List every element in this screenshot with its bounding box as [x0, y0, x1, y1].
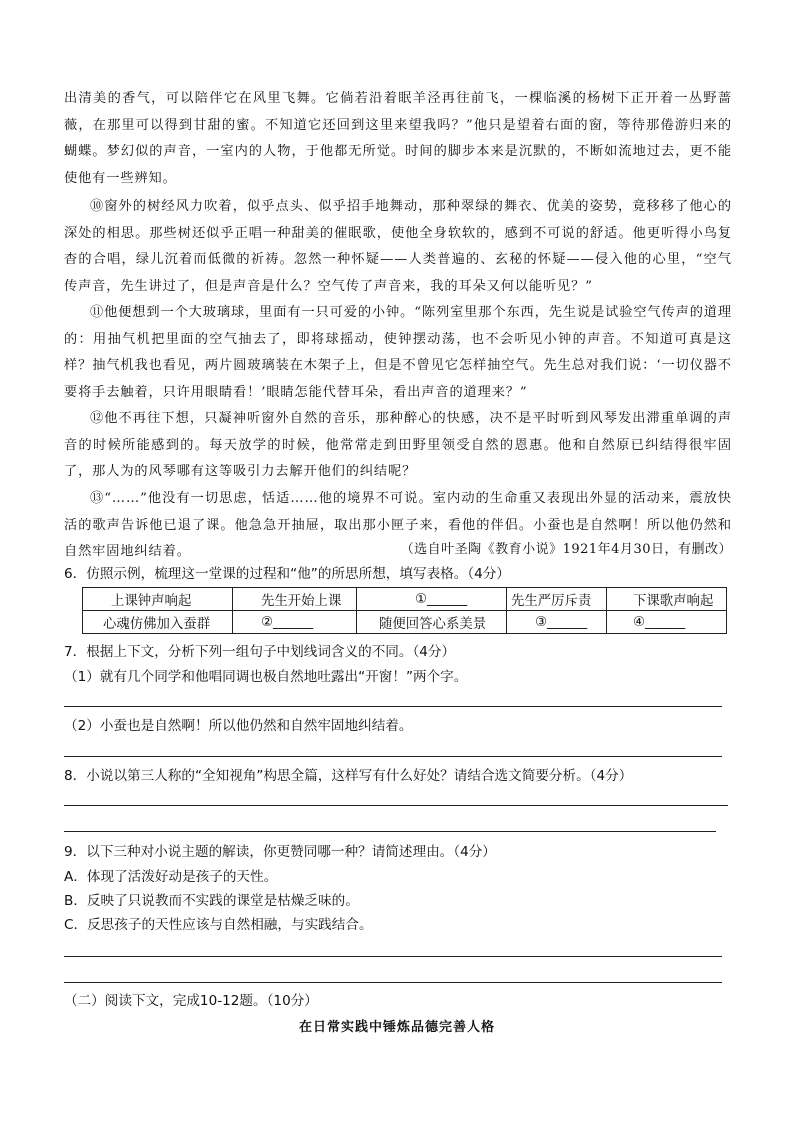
table-cell: 下课歌声响起	[607, 588, 727, 611]
table-cell: 先生严厉斥责	[507, 588, 607, 611]
question-6-prompt: 6．仿照示例，梳理这一堂课的过程和“他”的所思所想，填写表格。（4分）	[64, 566, 510, 582]
table-cell[interactable]: ②______	[233, 611, 357, 634]
table-row	[83, 611, 727, 634]
question-9-prompt: 9．以下三种对小说主题的解读，你更赞同哪一种？请简述理由。（4分）	[64, 844, 496, 860]
question-7-sentence-1: （1）就有几个同学和他唱同调也极自然地吐露出“开窗！”两个字。	[64, 669, 468, 685]
question-7-sentence-2: （2）小蚕也是自然啊！所以他仍然和自然牢固地纠结着。	[64, 718, 413, 734]
question-9-option-b: B．反映了只说教而不实践的课堂是枯燥乏味的。	[64, 893, 359, 909]
passage-paragraph-13: ⑬“……”他没有一切思虑，恬适……他的境界不可说。室内动的生命重又表现出外显的活动来，震放快活的歌声告诉他已退了课。他急急开抽屉，取出那小匣子来，看他的伴侣。小蚕也是自然啊！所以他仍然和自然牢固地纠结着。	[64, 491, 732, 559]
question-9-option-c: C．反思孩子的天性应该与自然相融，与实践结合。	[64, 917, 373, 933]
answer-line[interactable]	[64, 706, 722, 707]
table-cell[interactable]: ③______	[507, 611, 607, 634]
table-cell: 上课钟声响起	[83, 588, 233, 611]
question-6-table	[82, 587, 727, 634]
table-cell[interactable]: ①______	[357, 588, 507, 611]
passage-paragraph-continued: 出清美的香气，可以陪伴它在风里飞舞。它倘若沿着眠羊泾再往前飞，一棵临溪的杨树下正开着一丛野蔷薇，在那里可以得到甘甜的蜜。不知道它还回到这里来望我吗？”他只是望着右面的窗，等待那倦游归来的蝴蝶。梦幻似的声音，一室内的人物，于他都无所觉。时间的脚步本来是沉默的，不断如流地过去，更不能使他有一些辨知。	[64, 91, 732, 186]
answer-line[interactable]	[64, 805, 728, 806]
table-cell: 心魂仿佛加入蚕群	[83, 611, 233, 634]
passage-paragraph-12: ⑫他不再往下想，只凝神听窗外自然的音乐，那种醉心的快感，决不是平时听到风琴发出滞重单调的声音的时候所能感到的。每天放学的时候，他常常走到田野里领受自然的恩惠。他和自然原已纠结得很牢固了，那人为的风琴哪有这等吸引力去解开他们的纠结呢？	[64, 411, 732, 479]
table-cell: 随便回答心系美景	[357, 611, 507, 634]
question-7-prompt: 7．根据上下文，分析下列一组句子中划线词含义的不同。（4分）	[64, 644, 456, 660]
answer-line[interactable]	[64, 982, 722, 983]
answer-line[interactable]	[64, 756, 722, 757]
section-2-article-title: 在日常实践中锤炼品德完善人格	[298, 1020, 495, 1035]
table-cell: 先生开始上课	[233, 588, 357, 611]
passage-source: （选自叶圣陶《教育小说》1921年4月30日，有删改）	[400, 542, 732, 557]
answer-line[interactable]	[64, 831, 716, 832]
passage-paragraph-11: ⑪他便想到一个大玻璃球，里面有一只可爱的小钟。“陈列室里那个东西，先生说是试验空气传声的道理的：用抽气机把里面的空气抽去了，即将球摇动，使钟摆动荡，也不会听见小钟的声音。不知道可真是这样？抽气机我也看见，两片圆玻璃装在木架子上，但是不曾见它怎样抽空气。先生总对我们说：‘一切仪器不要将手去触着，只许用眼睛看！’眼睛怎能代替耳朵，看出声音的道理来？”	[64, 305, 732, 400]
section-2-heading: （二）阅读下文，完成10-12题。（10分）	[64, 993, 318, 1009]
table-row	[83, 588, 727, 611]
question-9-option-a: A．体现了活泼好动是孩子的天性。	[64, 869, 278, 885]
passage-paragraph-10: ⑩窗外的树经风力吹着，似乎点头、似乎招手地舞动，那种翠绿的舞衣、优美的姿势，竟移移了他心的深处的相思。那些树还似乎正唱一种甜美的催眠歌，使他全身软软的，感到不可说的舒适。他更听得小鸟复杳的合唱，绿儿沉着而低微的祈祷。忽然一种怀疑——人类普遍的、玄秘的怀疑——侵入他的心里，“空气传声音，先生讲过了，但是声音是什么？空气传了声音来，我的耳朵又何以能听见？”	[64, 199, 732, 294]
answer-line[interactable]	[64, 956, 722, 957]
question-8-prompt: 8．小说以第三人称的“全知视角”构思全篇，这样写有什么好处？请结合选文简要分析。（4分）	[64, 768, 633, 784]
table-cell[interactable]: ④______	[607, 611, 727, 634]
